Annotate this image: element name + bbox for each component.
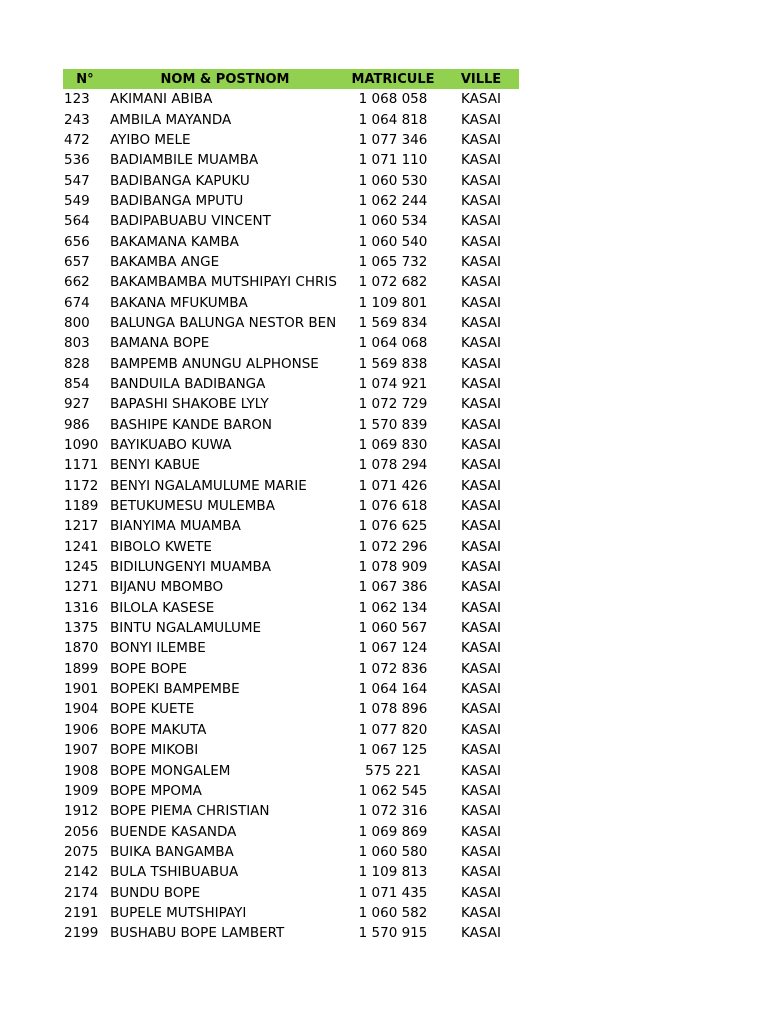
cell-num: 549: [64, 192, 90, 209]
cell-name: BOPE PIEMA CHRISTIAN: [110, 803, 270, 820]
cell-name: BINTU NGALAMULUME: [110, 620, 262, 637]
cell-matricule: 1 109 801: [358, 294, 428, 311]
cell-name: BALUNGA BALUNGA NESTOR BEN: [110, 314, 337, 331]
cell-ville: KASAI: [461, 498, 501, 515]
cell-num: 803: [64, 335, 90, 352]
cell-num: 243: [64, 111, 90, 128]
cell-ville: KASAI: [461, 416, 501, 433]
cell-matricule: 1 570 839: [358, 416, 428, 433]
cell-ville: KASAI: [461, 640, 501, 657]
cell-num: 662: [64, 274, 90, 291]
cell-num: 2174: [64, 884, 99, 901]
cell-matricule: 1 060 530: [358, 172, 428, 189]
table-row: [63, 821, 519, 841]
cell-matricule: 1 067 124: [358, 640, 428, 657]
cell-matricule: 1 072 296: [358, 538, 428, 555]
cell-name: BAKAMBA ANGE: [110, 253, 220, 270]
cell-num: 2056: [64, 823, 99, 840]
table-row: [63, 455, 519, 475]
table-row: [63, 699, 519, 719]
cell-name: BULA TSHIBUABUA: [110, 864, 239, 881]
cell-num: 472: [64, 131, 90, 148]
cell-num: 2142: [64, 864, 99, 881]
cell-num: 986: [64, 416, 90, 433]
cell-ville: KASAI: [461, 396, 501, 413]
cell-ville: KASAI: [461, 538, 501, 555]
table-row: [63, 903, 519, 923]
cell-matricule: 1 064 068: [358, 335, 428, 352]
table-row: [63, 252, 519, 272]
cell-num: 1090: [64, 437, 99, 454]
header-ville: VILLE: [460, 71, 502, 87]
cell-matricule: 1 060 567: [358, 620, 428, 637]
cell-matricule: 1 071 110: [358, 152, 428, 169]
cell-ville: KASAI: [461, 477, 501, 494]
cell-name: BOPEKI BAMPEMBE: [110, 681, 240, 698]
cell-ville: KASAI: [461, 620, 501, 637]
spreadsheet-table: [63, 69, 519, 943]
cell-num: 1899: [64, 660, 99, 677]
cell-ville: KASAI: [461, 437, 501, 454]
table-row: [63, 801, 519, 821]
cell-name: BAMANA BOPE: [110, 335, 210, 352]
cell-num: 2191: [64, 904, 99, 921]
cell-ville: KASAI: [461, 233, 501, 250]
cell-ville: KASAI: [461, 91, 501, 108]
cell-matricule: 1 569 834: [358, 314, 428, 331]
cell-name: BIBOLO KWETE: [110, 538, 212, 555]
cell-matricule: 1 071 435: [358, 884, 428, 901]
cell-ville: KASAI: [461, 660, 501, 677]
cell-name: BANDUILA BADIBANGA: [110, 375, 266, 392]
cell-matricule: 1 062 244: [358, 192, 428, 209]
cell-name: BOPE MAKUTA: [110, 721, 207, 738]
cell-ville: KASAI: [461, 355, 501, 372]
cell-name: AYIBO MELE: [110, 131, 191, 148]
table-row: [63, 211, 519, 231]
cell-matricule: 1 570 915: [358, 925, 428, 942]
table-row: [63, 760, 519, 780]
table-row: [63, 720, 519, 740]
cell-name: BADIBANGA MPUTU: [110, 192, 244, 209]
table-row: [63, 374, 519, 394]
table-row: [63, 842, 519, 862]
cell-name: BIDILUNGENYI MUAMBA: [110, 559, 271, 576]
cell-num: 1316: [64, 599, 99, 616]
cell-matricule: 1 068 058: [358, 91, 428, 108]
cell-name: BOPE KUETE: [110, 701, 195, 718]
cell-name: BILOLA KASESE: [110, 599, 215, 616]
cell-num: 1906: [64, 721, 99, 738]
table-row: [63, 516, 519, 536]
cell-ville: KASAI: [461, 925, 501, 942]
table-row: [63, 557, 519, 577]
cell-ville: KASAI: [461, 294, 501, 311]
cell-num: 1241: [64, 538, 99, 555]
table-row: [63, 150, 519, 170]
cell-ville: KASAI: [461, 172, 501, 189]
table-row: [63, 679, 519, 699]
cell-name: BAMPEMB ANUNGU ALPHONSE: [110, 355, 319, 372]
cell-matricule: 1 109 813: [358, 864, 428, 881]
cell-num: 2199: [64, 925, 99, 942]
cell-ville: KASAI: [461, 782, 501, 799]
cell-ville: KASAI: [461, 314, 501, 331]
cell-matricule: 1 060 540: [358, 233, 428, 250]
cell-matricule: 1 069 869: [358, 823, 428, 840]
cell-name: BOPE BOPE: [110, 660, 187, 677]
cell-matricule: 1 078 896: [358, 701, 428, 718]
cell-num: 854: [64, 375, 90, 392]
cell-ville: KASAI: [461, 559, 501, 576]
cell-ville: KASAI: [461, 681, 501, 698]
cell-ville: KASAI: [461, 742, 501, 759]
cell-ville: KASAI: [461, 375, 501, 392]
cell-num: 1189: [64, 498, 99, 515]
cell-num: 828: [64, 355, 90, 372]
table-row: [63, 435, 519, 455]
cell-matricule: 1 078 909: [358, 559, 428, 576]
cell-matricule: 1 072 836: [358, 660, 428, 677]
cell-name: BASHIPE KANDE BARON: [110, 416, 272, 433]
cell-matricule: 1 065 732: [358, 253, 428, 270]
cell-name: BOPE MONGALEM: [110, 762, 231, 779]
table-row: [63, 272, 519, 292]
cell-num: 2075: [64, 843, 99, 860]
cell-name: BADIBANGA KAPUKU: [110, 172, 250, 189]
cell-num: 674: [64, 294, 90, 311]
cell-name: BUIKA BANGAMBA: [110, 843, 234, 860]
cell-num: 927: [64, 396, 90, 413]
cell-num: 1375: [64, 620, 99, 637]
table-row: [63, 170, 519, 190]
cell-matricule: 1 067 125: [358, 742, 428, 759]
cell-num: 1908: [64, 762, 99, 779]
cell-matricule: 1 078 294: [358, 457, 428, 474]
cell-num: 564: [64, 213, 90, 230]
cell-matricule: 1 569 838: [358, 355, 428, 372]
cell-name: BUSHABU BOPE LAMBERT: [110, 925, 285, 942]
cell-name: BOPE MIKOBI: [110, 742, 199, 759]
cell-num: 1904: [64, 701, 99, 718]
cell-ville: KASAI: [461, 213, 501, 230]
cell-name: BENYI NGALAMULUME MARIE: [110, 477, 307, 494]
table-row: [63, 659, 519, 679]
header-name: NOM & POSTNOM: [160, 71, 290, 87]
cell-matricule: 1 060 534: [358, 213, 428, 230]
cell-num: 800: [64, 314, 90, 331]
table-row: [63, 537, 519, 557]
cell-ville: KASAI: [461, 721, 501, 738]
cell-name: BAKANA MFUKUMBA: [110, 294, 248, 311]
cell-matricule: 1 062 545: [358, 782, 428, 799]
cell-matricule: 1 072 729: [358, 396, 428, 413]
cell-name: BIANYIMA MUAMBA: [110, 518, 241, 535]
cell-num: 1271: [64, 579, 99, 596]
cell-name: BADIPABUABU VINCENT: [110, 213, 271, 230]
cell-ville: KASAI: [461, 762, 501, 779]
cell-matricule: 1 071 426: [358, 477, 428, 494]
cell-matricule: 1 067 386: [358, 579, 428, 596]
table-row: [63, 415, 519, 435]
cell-ville: KASAI: [461, 904, 501, 921]
cell-matricule: 1 062 134: [358, 599, 428, 616]
header-num: N°: [76, 71, 94, 87]
cell-name: AKIMANI ABIBA: [110, 91, 213, 108]
table-row: [63, 353, 519, 373]
cell-ville: KASAI: [461, 864, 501, 881]
cell-matricule: 1 064 818: [358, 111, 428, 128]
table-row: [63, 394, 519, 414]
cell-matricule: 575 221: [365, 762, 421, 779]
cell-name: BONYI ILEMBE: [110, 640, 206, 657]
cell-ville: KASAI: [461, 274, 501, 291]
table-row: [63, 89, 519, 109]
table-row: [63, 598, 519, 618]
cell-num: 123: [64, 91, 90, 108]
cell-ville: KASAI: [461, 823, 501, 840]
table-row: [63, 109, 519, 129]
table-row: [63, 740, 519, 760]
cell-ville: KASAI: [461, 152, 501, 169]
table-row: [63, 638, 519, 658]
cell-name: BUPELE MUTSHIPAYI: [110, 904, 247, 921]
cell-matricule: 1 077 346: [358, 131, 428, 148]
cell-ville: KASAI: [461, 884, 501, 901]
cell-name: BUENDE KASANDA: [110, 823, 237, 840]
cell-name: BENYI KABUE: [110, 457, 200, 474]
cell-ville: KASAI: [461, 518, 501, 535]
table-row: [63, 476, 519, 496]
table-row: [63, 577, 519, 597]
cell-ville: KASAI: [461, 131, 501, 148]
cell-matricule: 1 072 682: [358, 274, 428, 291]
cell-num: 657: [64, 253, 90, 270]
cell-matricule: 1 060 582: [358, 904, 428, 921]
cell-matricule: 1 064 164: [358, 681, 428, 698]
cell-num: 1909: [64, 782, 99, 799]
cell-name: AMBILA MAYANDA: [110, 111, 232, 128]
table-row: [63, 191, 519, 211]
table-row: [63, 882, 519, 902]
cell-matricule: 1 069 830: [358, 437, 428, 454]
cell-ville: KASAI: [461, 701, 501, 718]
cell-matricule: 1 076 618: [358, 498, 428, 515]
table-row: [63, 781, 519, 801]
header-matricule: MATRICULE: [351, 71, 435, 87]
cell-num: 1907: [64, 742, 99, 759]
cell-ville: KASAI: [461, 335, 501, 352]
cell-name: BETUKUMESU MULEMBA: [110, 498, 275, 515]
table-row: [63, 618, 519, 638]
cell-matricule: 1 072 316: [358, 803, 428, 820]
cell-ville: KASAI: [461, 803, 501, 820]
cell-matricule: 1 060 580: [358, 843, 428, 860]
cell-name: BAPASHI SHAKOBE LYLY: [110, 396, 269, 413]
cell-num: 547: [64, 172, 90, 189]
cell-num: 1870: [64, 640, 99, 657]
cell-name: BOPE MPOMA: [110, 782, 202, 799]
table-header-row: [63, 69, 519, 89]
cell-ville: KASAI: [461, 253, 501, 270]
table-row: [63, 130, 519, 150]
table-row: [63, 923, 519, 943]
cell-matricule: 1 074 921: [358, 375, 428, 392]
cell-num: 536: [64, 152, 90, 169]
table-row: [63, 496, 519, 516]
cell-ville: KASAI: [461, 579, 501, 596]
cell-num: 1172: [64, 477, 99, 494]
table-row: [63, 333, 519, 353]
cell-num: 656: [64, 233, 90, 250]
cell-num: 1171: [64, 457, 99, 474]
cell-num: 1912: [64, 803, 99, 820]
cell-name: BIJANU MBOMBO: [110, 579, 224, 596]
cell-num: 1245: [64, 559, 99, 576]
cell-ville: KASAI: [461, 843, 501, 860]
cell-name: BAKAMBAMBA MUTSHIPAYI CHRIS: [110, 274, 337, 291]
cell-name: BAKAMANA KAMBA: [110, 233, 239, 250]
table-row: [63, 231, 519, 251]
cell-name: BADIAMBILE MUAMBA: [110, 152, 259, 169]
cell-matricule: 1 077 820: [358, 721, 428, 738]
cell-num: 1217: [64, 518, 99, 535]
cell-num: 1901: [64, 681, 99, 698]
table-row: [63, 313, 519, 333]
table-row: [63, 292, 519, 312]
cell-ville: KASAI: [461, 599, 501, 616]
table-row: [63, 862, 519, 882]
cell-ville: KASAI: [461, 192, 501, 209]
table-body: [63, 89, 519, 943]
cell-ville: KASAI: [461, 457, 501, 474]
cell-name: BAYIKUABO KUWA: [110, 437, 232, 454]
cell-matricule: 1 076 625: [358, 518, 428, 535]
cell-ville: KASAI: [461, 111, 501, 128]
cell-name: BUNDU BOPE: [110, 884, 201, 901]
